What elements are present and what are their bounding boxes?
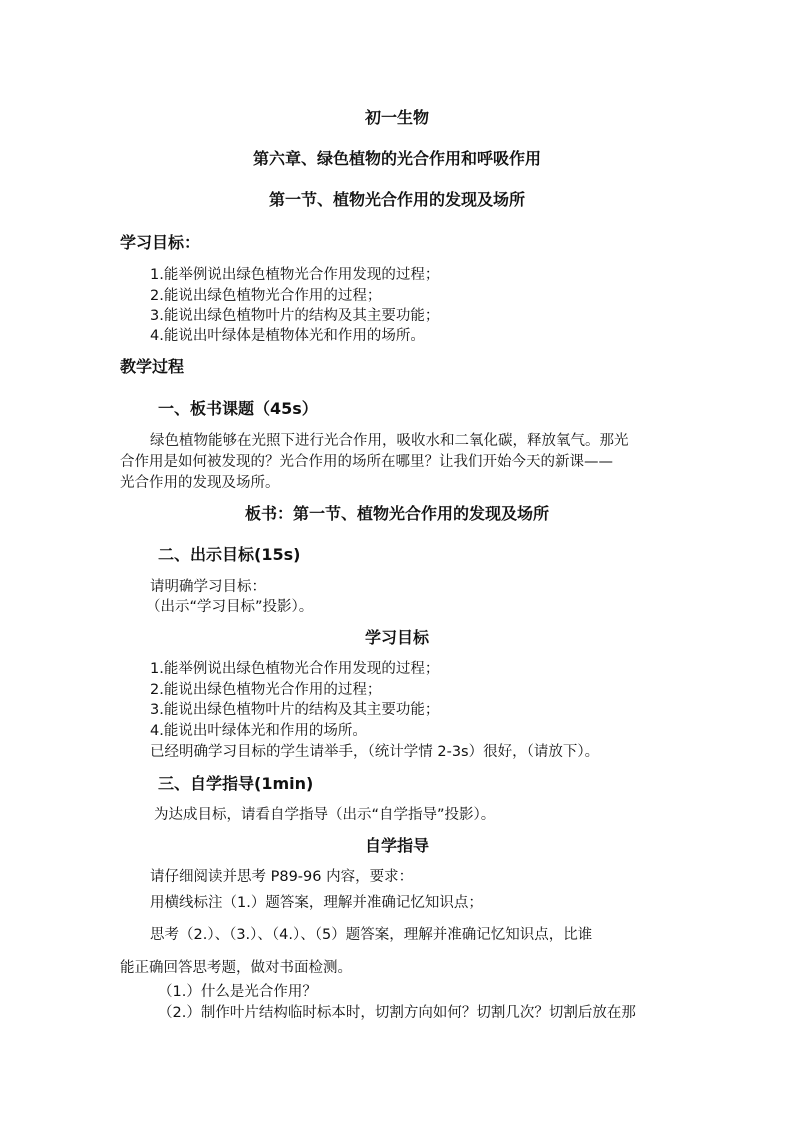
part3-heading: 三、自学指导(1min) xyxy=(158,774,314,793)
self-study-line: 请仔细阅读并思考 P89-96 内容，要求： xyxy=(150,869,414,885)
section-title: 第一节、植物光合作用的发现及场所 xyxy=(268,190,525,209)
part1-heading: 一、板书课题（45s） xyxy=(158,399,318,418)
objective-box-item: 2.能说出绿色植物光合作用的过程； xyxy=(150,682,382,698)
part1-paragraph-line: 绿色植物能够在光照下进行光合作用，吸收水和二氧化碳，释放氧气。那光 xyxy=(150,433,629,449)
objective-item: 2.能说出绿色植物光合作用的过程； xyxy=(150,288,382,304)
part2-line: （出示“学习目标”投影）。 xyxy=(146,599,314,615)
question-item: （1.）什么是光合作用？ xyxy=(158,984,317,1000)
objective-box-item: 1.能举例说出绿色植物光合作用发现的过程； xyxy=(150,661,440,677)
part1-paragraph-line: 光合作用的发现及场所。 xyxy=(120,475,280,491)
part2-line: 请明确学习目标： xyxy=(150,579,266,595)
part3-intro: 为达成目标，请看自学指导（出示“自学指导”投影）。 xyxy=(154,807,496,823)
objective-box-item: 3.能说出绿色植物叶片的结构及其主要功能； xyxy=(150,702,440,718)
self-study-line: 用横线标注（1.）题答案，理解并准确记忆知识点； xyxy=(150,895,483,911)
process-heading: 教学过程 xyxy=(120,357,185,376)
objectives-heading: 学习目标： xyxy=(120,233,201,252)
objective-item: 3.能说出绿色植物叶片的结构及其主要功能； xyxy=(150,308,440,324)
objective-item: 4.能说出叶绿体是植物体光和作用的场所。 xyxy=(150,328,425,344)
objective-item: 1.能举例说出绿色植物光合作用发现的过程； xyxy=(150,267,440,283)
question-item: （2.）制作叶片结构临时标本时，切割方向如何？切割几次？切割后放在那 xyxy=(158,1005,636,1021)
self-study-line: 思考（2.）、（3.）、（4.）、（5）题答案，理解并准确记忆知识点，比谁 xyxy=(150,927,593,943)
part1-paragraph-line: 合作用是如何被发现的？光合作用的场所在哪里？让我们开始今天的新课—— xyxy=(120,454,613,470)
doc-title: 初一生物 xyxy=(364,108,429,127)
objective-box-item: 4.能说出叶绿体光和作用的场所。 xyxy=(150,723,367,739)
chapter-title: 第六章、绿色植物的光合作用和呼吸作用 xyxy=(252,149,541,168)
part2-closing: 已经明确学习目标的学生请举手，（统计学情 2-3s）很好，（请放下）。 xyxy=(150,744,600,760)
part2-heading: 二、出示目标(15s) xyxy=(158,545,301,564)
objectives-box-title: 学习目标 xyxy=(364,628,429,647)
self-study-line: 能正确回答思考题，做对书面检测。 xyxy=(120,960,352,976)
board-title: 板书：第一节、植物光合作用的发现及场所 xyxy=(244,504,549,523)
self-study-box-title: 自学指导 xyxy=(364,836,429,855)
